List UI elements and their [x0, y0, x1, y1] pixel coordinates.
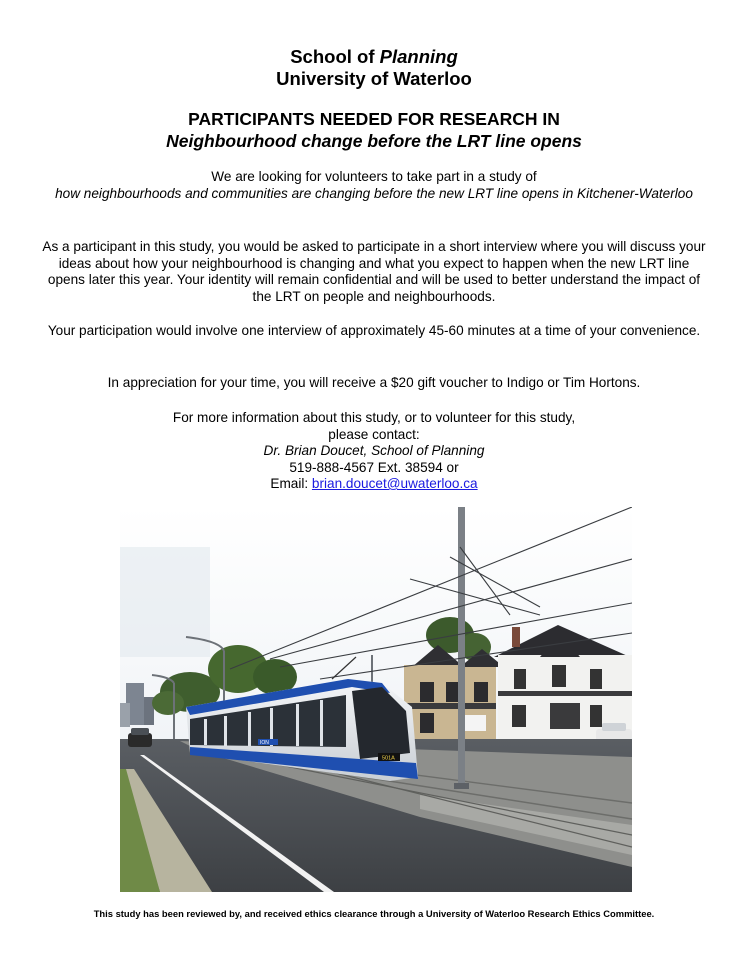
contact-email-line [40, 476, 708, 493]
title-topic: Neighbourhood change before the LRT line opens [166, 131, 582, 151]
lrt-photo-illustration [120, 507, 632, 892]
university-name: University of Waterloo [276, 68, 472, 89]
email-label: Email: [270, 476, 312, 491]
reward-paragraph: In appreciation for your time, you will receive a $20 gift voucher to Indigo or Tim Hortons. [107, 375, 641, 390]
school-line [0, 46, 748, 68]
intro-line-2 [40, 186, 708, 203]
tram-brand: ION [260, 740, 269, 746]
lrt-photo [120, 507, 632, 892]
school-prefix: School of [290, 46, 380, 67]
contact-line-1: For more information about this study, or to volunteer for this study, [172, 410, 576, 425]
title-line-2 [0, 130, 748, 152]
car-on-road [128, 728, 152, 747]
email-link[interactable]: brian.doucet@uwaterloo.ca [311, 476, 478, 491]
school-department: Planning [379, 46, 458, 67]
interview-paragraph: As a participant in this study, you would be asked to participate in a short interview where you will discuss your ideas about how your neighbourhood is changing and what you expect to happen when the new LRT line opens later this year. Your identity will remain confidential and will be used to better understand the impact of the LRT on people and neighbourhoods. [42, 239, 706, 304]
poster-title [0, 108, 748, 152]
ethics-footer: This study has been reviewed by, and received ethics clearance through a University of Waterloo Research Ethics Committee. [93, 908, 655, 919]
contact-block [40, 410, 708, 493]
intro-study-topic: how neighbourhoods and communities are changing before the new LRT line opens in Kitchener-Waterloo [55, 185, 693, 201]
contact-name [40, 443, 708, 460]
time-paragraph: Your participation would involve one interview of approximately 45-60 minutes at a time of your convenience. [47, 323, 701, 338]
contact-phone: 519-888-4567 Ext. 38594 or [289, 459, 459, 475]
cloud [120, 547, 210, 657]
contact-name-text: Dr. Brian Doucet, School of Planning [263, 443, 485, 458]
tram-number: 501A [382, 755, 395, 762]
contact-line-2: please contact: [328, 426, 420, 442]
school-header [0, 46, 748, 90]
intro-line-1: We are looking for volunteers to take part in a study of [211, 169, 537, 184]
title-line-1: PARTICIPANTS NEEDED FOR RESEARCH IN [188, 109, 560, 129]
intro-paragraph [40, 169, 708, 202]
